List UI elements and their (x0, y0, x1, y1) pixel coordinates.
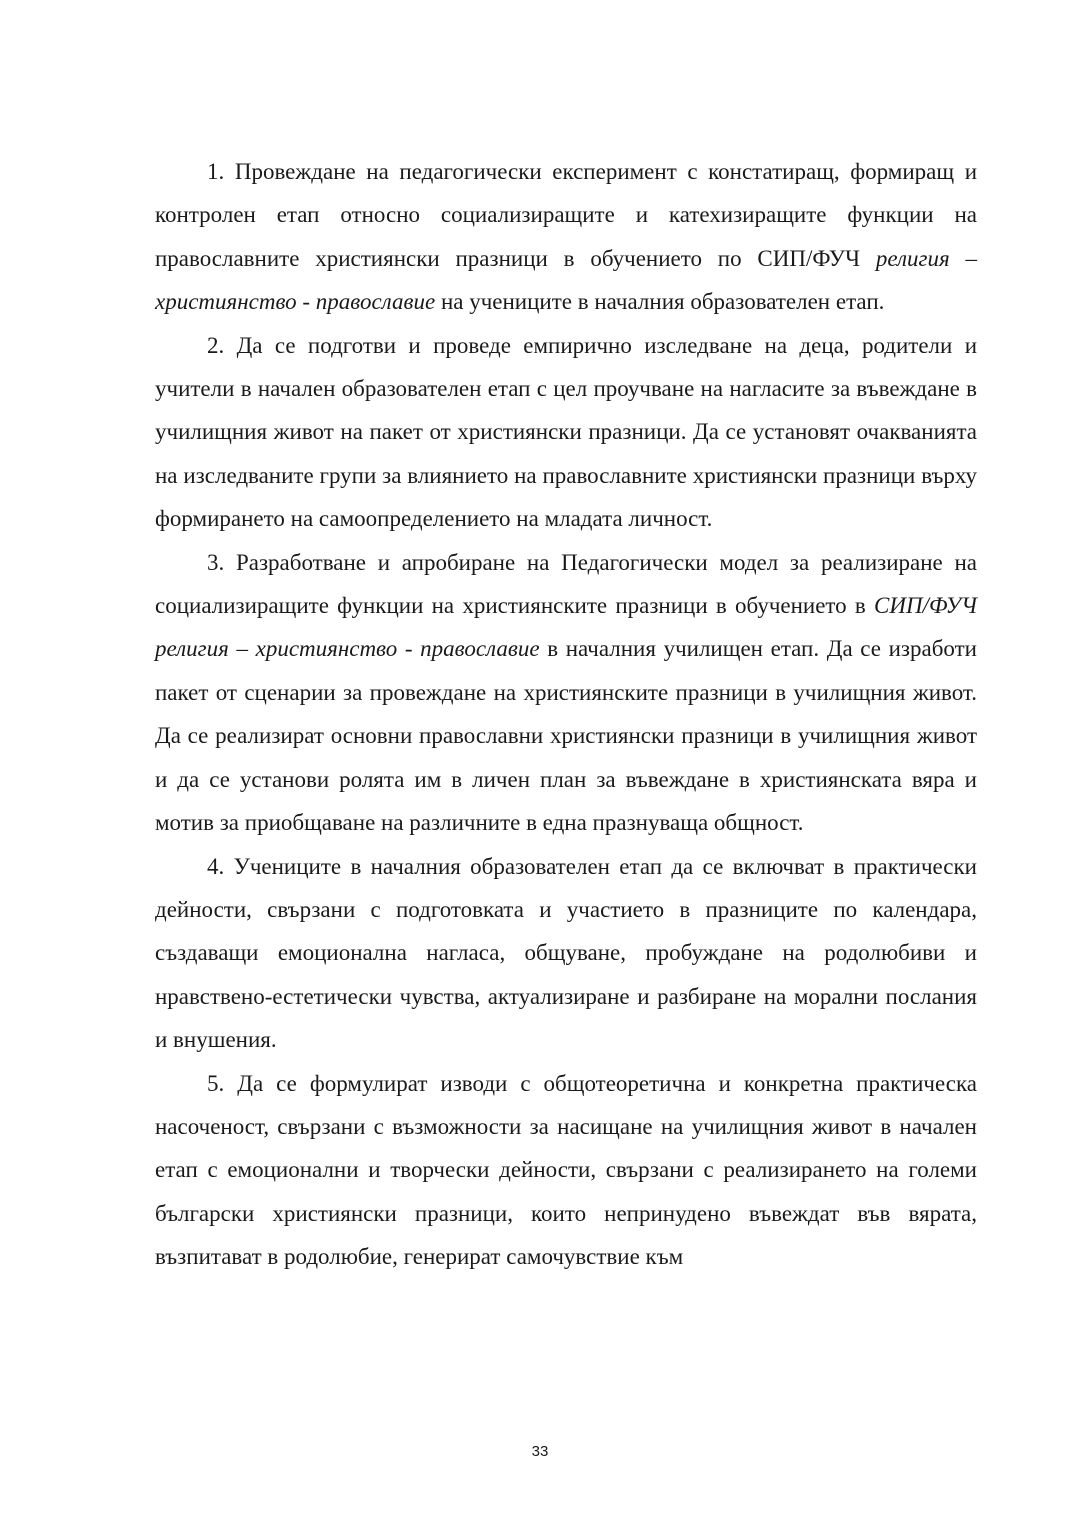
paragraph-4 (155, 845, 977, 1062)
text-run: 1. Провеждане на педагогически експеримент с констатиращ, формиращ и контролен етап относно социализиращите и катехизиращите функции на православните християнски празници в обучението по СИП/ФУЧ (155, 159, 977, 271)
body-text (155, 150, 977, 1279)
page-number: 33 (531, 1443, 549, 1460)
text-run: 2. Да се подготви и проведе емпирично изследване на деца, родители и учители в начален образователен етап с цел проучване на нагласите за въвеждане в училищния живот на пакет от християнски празници. Да се установят очакванията на изследваните групи за влиянието на православните християнски празници върху формирането на самоопределението на младата личност. (155, 332, 977, 532)
italic-text-run: религия – християнство - православие (155, 245, 977, 315)
text-run: 3. Разработване и апробиране на Педагогически модел за реализиране на социализиращите функции на християнските празници в обучението в (155, 549, 977, 619)
text-run: в началния училищен етап. Да се изработи пакет от сценарии за провеждане на християнските празници в училищния живот. Да се реализират основни православни християнски празници в училищния живот и да се установи ролята им в личен план за въвеждане в християнската вяра и мотив за приобщаване на различните в една празнуваща общност. (155, 636, 977, 836)
paragraph-2 (155, 324, 977, 541)
paragraph-1 (155, 150, 977, 324)
paragraph-3 (155, 541, 977, 845)
text-run: 5. Да се формулират изводи с общотеоретична и конкретна практическа насоченост, свързани с възможности за насищане на училищния живот в начален етап с емоционални и творчески дейности, свързани с реализирането на големи български християнски празници, които непринудено въвеждат във вярата, възпитават в родолюбие, генерират самочувствие към (155, 1070, 977, 1270)
text-run: на учениците в началния образователен етап. (435, 289, 885, 315)
text-run: 4. Учениците в началния образователен етап да се включват в практически дейности, свързани с подготовката и участието в празниците по календара, създаващи емоционална нагласа, общуване, пробуждане на родолюбиви и нравствено-естетически чувства, актуализиране и разбиране на морални послания и внушения. (155, 853, 977, 1053)
paragraph-5 (155, 1062, 977, 1279)
italic-text-run: СИП/ФУЧ религия – християнство - православие (155, 593, 977, 662)
